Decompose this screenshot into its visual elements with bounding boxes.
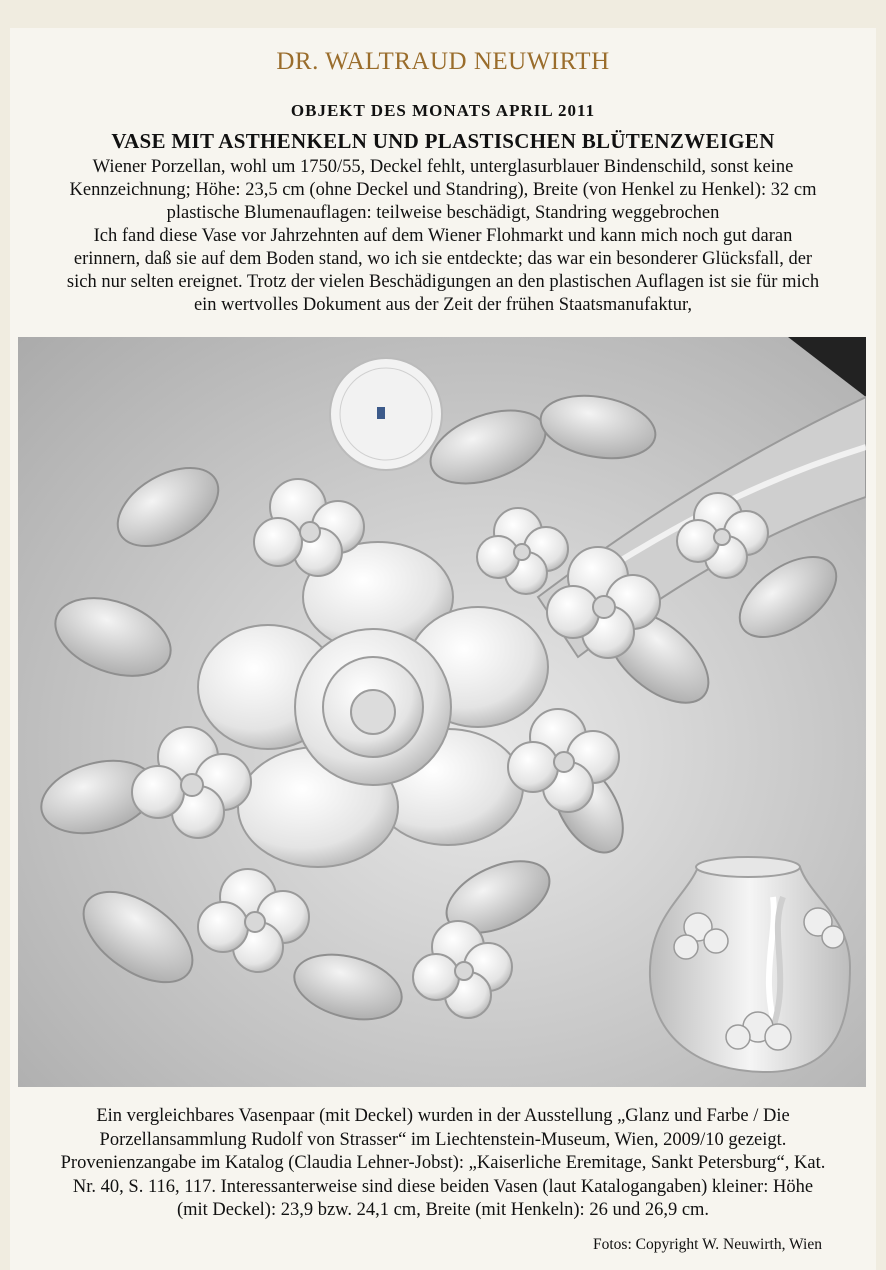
intro-line: Kennzeichnung; Höhe: 23,5 cm (ohne Deckel und Standring), Breite (von Henkel zu Henkel): 32 cm — [69, 180, 817, 200]
intro-line: ein wertvolles Dokument aus der Zeit der frühen Staatsmanufaktur, — [193, 295, 693, 315]
object-of-month-subtitle: OBJEKT DES MONATS APRIL 2011 — [290, 101, 596, 120]
intro-line: Wiener Porzellan, wohl um 1750/55, Deckel fehlt, unterglasurblauer Bindenschild, sonst keine — [92, 157, 794, 177]
body-line: Nr. 40, S. 116, 117. Interessanterweise sind diese beiden Vasen (laut Katalogangaben) kleiner: Höhe — [72, 1176, 814, 1197]
site-title: DR. WALTRAUD NEUWIRTH — [276, 48, 610, 75]
comparison-text — [20, 1105, 866, 1223]
intro-line: Ich fand diese Vase vor Jahrzehnten auf dem Wiener Flohmarkt und kann mich noch gut daran — [93, 226, 793, 246]
intro-text — [20, 156, 866, 317]
intro-line: plastische Blumenauflagen: teilweise beschädigt, Standring weggebrochen — [166, 203, 720, 223]
body-line: (mit Deckel): 23,9 bzw. 24,1 cm, Breite (mit Henkeln): 26 und 26,9 cm. — [176, 1200, 710, 1220]
body-line: Ein vergleichbares Vasenpaar (mit Deckel) wurden in der Ausstellung „Glanz und Farbe / Die — [96, 1106, 790, 1126]
vase-flower-photo — [18, 337, 866, 1087]
body-line: Porzellansammlung Rudolf von Strasser“ im Liechtenstein-Museum, Wien, 2009/10 gezeigt. — [99, 1129, 787, 1150]
body-line: Provenienzangabe im Katalog (Claudia Lehner-Jobst): „Kaiserliche Eremitage, Sankt Petersburg“, Kat. — [60, 1153, 826, 1173]
intro-line: sich nur selten ereignet. Trotz der vielen Beschädigungen an den plastischen Auflagen ist sie für mich — [66, 272, 820, 292]
vase-base-mark — [330, 358, 442, 470]
photo-credit: Fotos: Copyright W. Neuwirth, Wien — [592, 1236, 822, 1253]
intro-line: erinnern, daß sie auf dem Boden stand, wo ich sie entdeckte; das war ein besonderer Glücksfall, der — [73, 249, 813, 269]
object-headline: VASE MIT ASTHENKELN UND PLASTISCHEN BLÜTENZWEIGEN — [111, 129, 775, 153]
